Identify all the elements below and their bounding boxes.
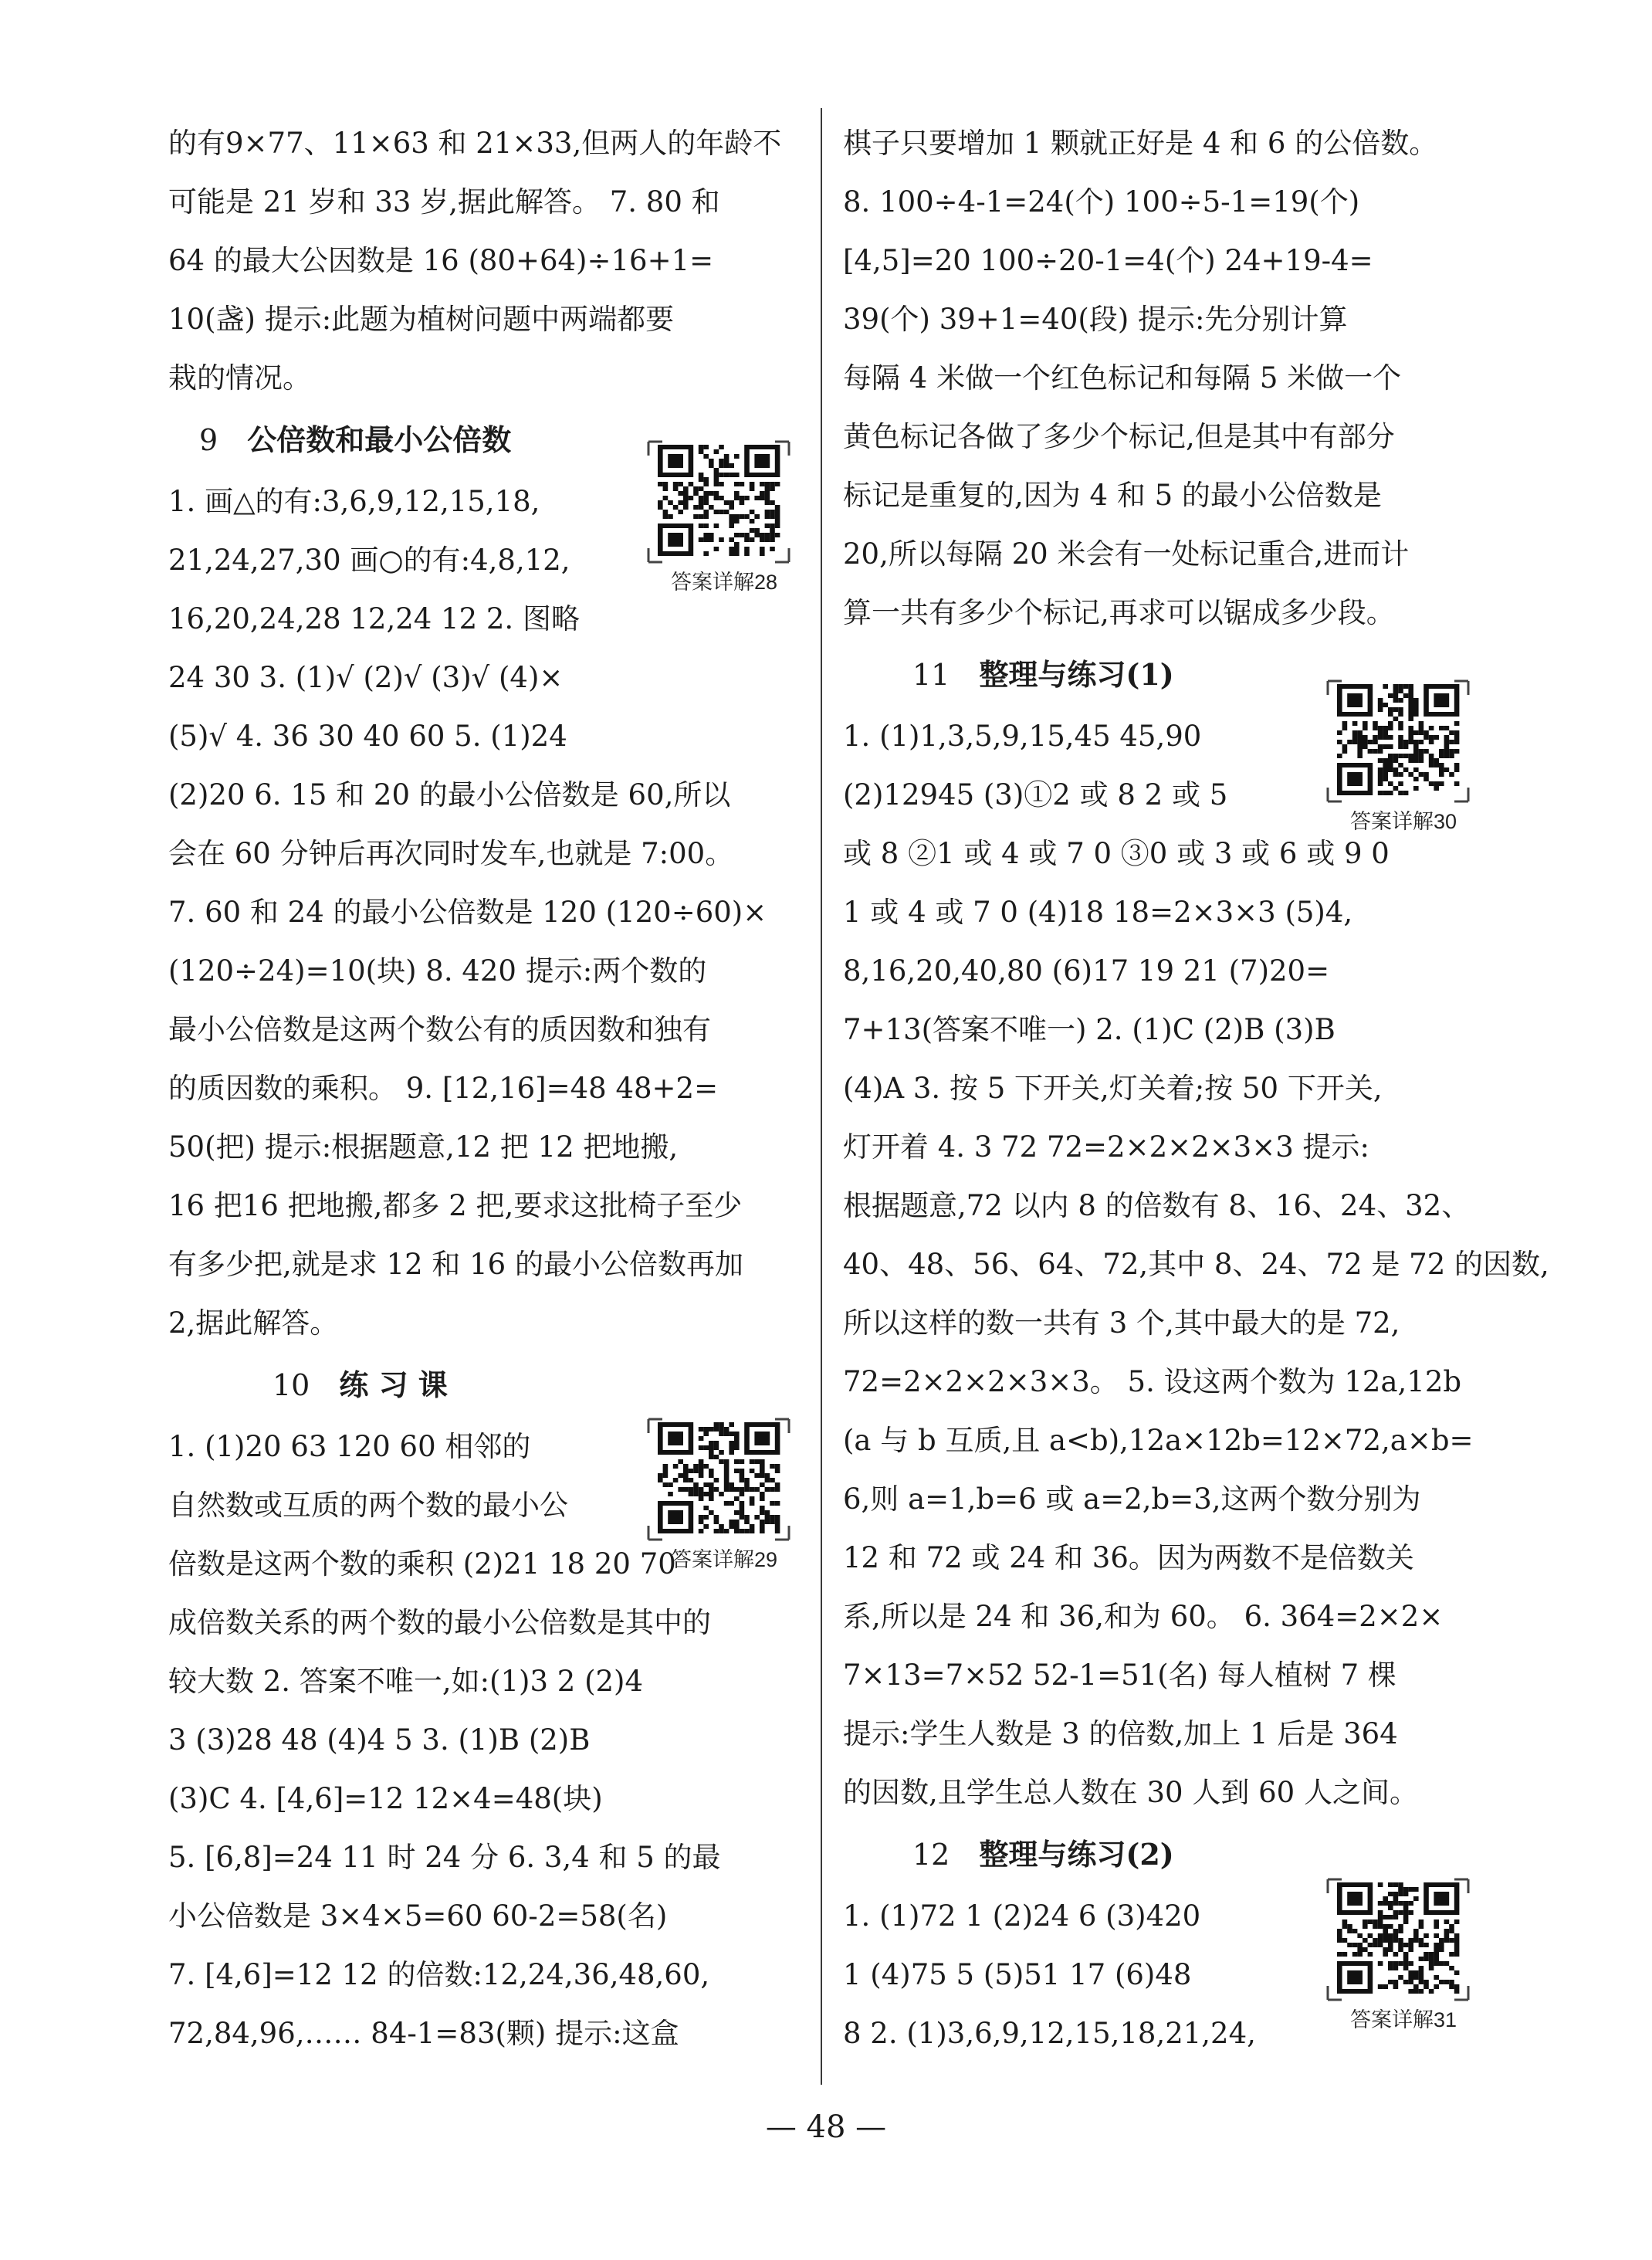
qr-code-28[interactable] bbox=[647, 440, 790, 594]
section-title: 公倍数和最小公倍数 bbox=[247, 422, 512, 457]
text-line: 会在 60 分钟后再次同时发车,也就是 7:00。 bbox=[168, 837, 734, 870]
qr-code-icon bbox=[647, 440, 790, 564]
text-line: (3)C 4. [4,6]=12 12×4=48(块) bbox=[168, 1782, 603, 1815]
qr-code-icon bbox=[1326, 679, 1470, 803]
text-line: 8,16,20,40,80 (6)17 19 21 (7)20= bbox=[843, 954, 1330, 988]
qr-label: 答案详解31 bbox=[1349, 2008, 1457, 2031]
section-number: 11 bbox=[912, 658, 950, 692]
section-number: 9 bbox=[199, 423, 218, 457]
text-line: 16,20,24,28 12,24 12 2. 图略 bbox=[168, 602, 580, 635]
text-line: 7×13=7×52 52-1=51(名) 每人植树 7 棵 bbox=[843, 1659, 1396, 1692]
text-line: 较大数 2. 答案不唯一,如:(1)3 2 (2)4 bbox=[168, 1665, 644, 1698]
text-line: 40、48、56、64、72,其中 8、24、72 是 72 的因数, bbox=[843, 1248, 1549, 1281]
text-line: 标记是重复的,因为 4 和 5 的最小公倍数是 bbox=[843, 479, 1382, 512]
text-line: 1. 画△的有:3,6,9,12,15,18, bbox=[168, 485, 540, 518]
text-line: (4)A 3. 按 5 下开关,灯关着;按 50 下开关, bbox=[843, 1072, 1383, 1105]
text-line: 20,所以每隔 20 米会有一处标记重合,进而计 bbox=[843, 537, 1410, 571]
left-column bbox=[168, 114, 824, 2063]
qr-code-29[interactable] bbox=[647, 1418, 790, 1571]
text-line: 系,所以是 24 和 36,和为 60。 6. 364=2×2× bbox=[843, 1600, 1444, 1633]
text-line: 每隔 4 米做一个红色标记和每隔 5 米做一个 bbox=[843, 361, 1402, 395]
text-line: (2)20 6. 15 和 20 的最小公倍数是 60,所以 bbox=[168, 778, 731, 811]
text-line: 7+13(答案不唯一) 2. (1)C (2)B (3)B bbox=[843, 1013, 1335, 1046]
text-line: 栽的情况。 bbox=[168, 361, 311, 395]
text-line: (2)12945 (3)①2 或 8 2 或 5 bbox=[843, 778, 1228, 811]
text-line: 7. [4,6]=12 12 的倍数:12,24,36,48,60, bbox=[168, 1958, 710, 1991]
text-line: (a 与 b 互质,且 a<b),12a×12b=12×72,a×b= bbox=[843, 1424, 1474, 1457]
section-title: 整理与练习(2) bbox=[979, 1837, 1174, 1872]
text-line: 的质因数的乘积。 9. [12,16]=48 48+2= bbox=[168, 1072, 719, 1105]
text-line: 5. [6,8]=24 11 时 24 分 6. 3,4 和 5 的最 bbox=[168, 1841, 721, 1874]
text-line: 2,据此解答。 bbox=[168, 1306, 339, 1340]
text-line: 1 (4)75 5 (5)51 17 (6)48 bbox=[843, 1958, 1192, 1991]
text-line: 1. (1)1,3,5,9,15,45 45,90 bbox=[843, 720, 1202, 753]
text-line: 7. 60 和 24 的最小公倍数是 120 (120÷60)× bbox=[168, 896, 767, 929]
text-line: 有多少把,就是求 12 和 16 的最小公倍数再加 bbox=[168, 1248, 743, 1281]
text-line: 黄色标记各做了多少个标记,但是其中有部分 bbox=[843, 420, 1395, 453]
section-title: 练 习 课 bbox=[339, 1367, 448, 1402]
text-line: 8. 100÷4-1=24(个) 100÷5-1=19(个) bbox=[843, 185, 1360, 219]
text-line: 的有9×77、11×63 和 21×33,但两人的年龄不 bbox=[168, 127, 782, 160]
column-divider bbox=[821, 108, 822, 2085]
text-line: 72=2×2×2×3×3。 5. 设这两个数为 12a,12b bbox=[843, 1365, 1462, 1398]
text-line: 12 和 72 或 24 和 36。因为两数不是倍数关 bbox=[843, 1541, 1414, 1574]
right-column bbox=[843, 114, 1549, 2063]
text-line: 8 2. (1)3,6,9,12,15,18,21,24, bbox=[843, 2017, 1256, 2050]
text-line: (5)√ 4. 36 30 40 60 5. (1)24 bbox=[168, 720, 567, 753]
text-line: 72,84,96,…… 84-1=83(颗) 提示:这盒 bbox=[168, 2017, 679, 2050]
qr-code-31[interactable] bbox=[1326, 1878, 1470, 2031]
text-line: 21,24,27,30 画○的有:4,8,12, bbox=[168, 544, 570, 577]
text-line: 6,则 a=1,b=6 或 a=2,b=3,这两个数分别为 bbox=[843, 1482, 1421, 1516]
section-number: 12 bbox=[912, 1838, 950, 1872]
text-line: 50(把) 提示:根据题意,12 把 12 把地搬, bbox=[168, 1130, 679, 1164]
text-line: 的因数,且学生总人数在 30 人到 60 人之间。 bbox=[843, 1776, 1418, 1809]
section-10-heading bbox=[168, 1353, 824, 1418]
text-line: (120÷24)=10(块) 8. 420 提示:两个数的 bbox=[168, 954, 707, 988]
text-line: 提示:学生人数是 3 的倍数,加上 1 后是 364 bbox=[843, 1717, 1398, 1750]
qr-label: 答案详解28 bbox=[670, 571, 778, 594]
section-number: 10 bbox=[273, 1368, 310, 1402]
text-line: 自然数或互质的两个数的最小公 bbox=[168, 1489, 568, 1522]
qr-label: 答案详解29 bbox=[670, 1548, 778, 1571]
qr-label: 答案详解30 bbox=[1349, 810, 1457, 833]
text-line: 小公倍数是 3×4×5=60 60-2=58(名) bbox=[168, 1899, 668, 1933]
text-line: 或 8 ②1 或 4 或 7 0 ③0 或 3 或 6 或 9 0 bbox=[843, 837, 1390, 870]
text-line: 灯开着 4. 3 72 72=2×2×2×3×3 提示: bbox=[843, 1130, 1369, 1164]
qr-code-icon bbox=[647, 1418, 790, 1541]
text-line: 1. (1)72 1 (2)24 6 (3)420 bbox=[843, 1899, 1201, 1933]
text-line: 64 的最大公因数是 16 (80+64)÷16+1= bbox=[168, 244, 714, 277]
text-line: 16 把16 把地搬,都多 2 把,要求这批椅子至少 bbox=[168, 1189, 743, 1222]
text-line: 成倍数关系的两个数的最小公倍数是其中的 bbox=[168, 1606, 711, 1639]
text-line: 1 或 4 或 7 0 (4)18 18=2×3×3 (5)4, bbox=[843, 896, 1353, 929]
text-line: 倍数是这两个数的乘积 (2)21 18 20 70 bbox=[168, 1547, 676, 1581]
text-line: [4,5]=20 100÷20-1=4(个) 24+19-4= bbox=[843, 244, 1373, 277]
text-line: 最小公倍数是这两个数公有的质因数和独有 bbox=[168, 1013, 711, 1046]
page-number: — 48 — bbox=[765, 2109, 887, 2145]
text-line: 24 30 3. (1)√ (2)√ (3)√ (4)× bbox=[168, 661, 564, 694]
qr-code-icon bbox=[1326, 1878, 1470, 2001]
text-line: 39(个) 39+1=40(段) 提示:先分别计算 bbox=[843, 303, 1348, 336]
text-line: 所以这样的数一共有 3 个,其中最大的是 72, bbox=[843, 1306, 1400, 1340]
section-title: 整理与练习(1) bbox=[979, 657, 1174, 692]
qr-code-30[interactable] bbox=[1326, 679, 1470, 833]
text-line: 可能是 21 岁和 33 岁,据此解答。 7. 80 和 bbox=[168, 185, 720, 219]
text-line: 1. (1)20 63 120 60 相邻的 bbox=[168, 1430, 531, 1463]
text-line: 3 (3)28 48 (4)4 5 3. (1)B (2)B bbox=[168, 1723, 591, 1757]
text-line: 根据题意,72 以内 8 的倍数有 8、16、24、32、 bbox=[843, 1189, 1471, 1222]
text-line: 算一共有多少个标记,再求可以锯成多少段。 bbox=[843, 596, 1395, 629]
text-line: 10(盏) 提示:此题为植树问题中两端都要 bbox=[168, 303, 675, 336]
text-line: 棋子只要增加 1 颗就正好是 4 和 6 的公倍数。 bbox=[843, 127, 1438, 160]
